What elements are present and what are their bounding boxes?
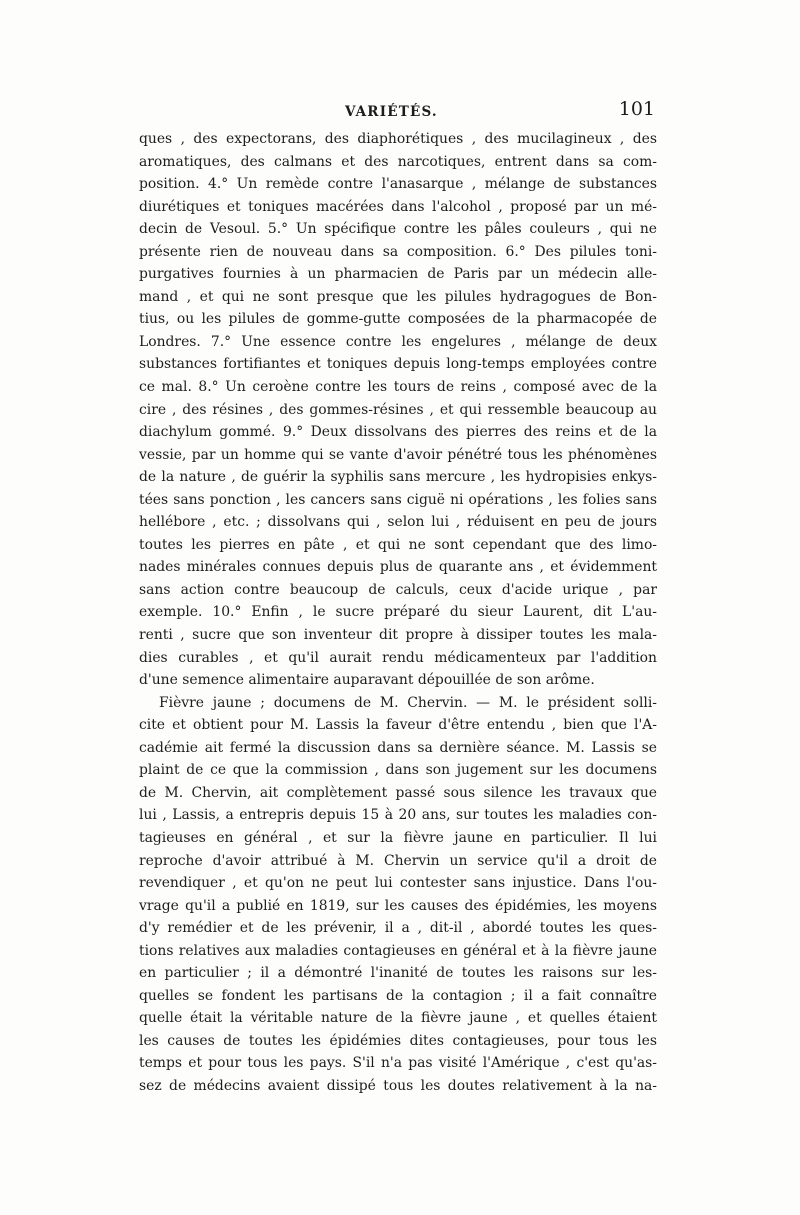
text-line: dies curables , et qu'il aurait rendu médicamenteux par l'addition (139, 649, 657, 666)
text-line: exemple. 10.° Enfin , le sucre préparé du sieur Laurent, dit L'au- (139, 604, 657, 621)
text-line: de la nature , de guérir la syphilis sans mercure , les hydropisies enkys- (139, 469, 657, 486)
body-text (139, 128, 657, 1098)
text-line: de M. Chervin, ait complètement passé sous silence les travaux que (139, 784, 657, 801)
text-line: substances fortifiantes et toniques depuis long-temps employées contre (139, 356, 657, 373)
text-line: d'y remédier et de les prévenir, il a , dit-il , abordé toutes les ques- (139, 920, 657, 937)
text-line: aromatiques, des calmans et des narcotiques, entrent dans sa com- (139, 153, 657, 170)
text-line: ques , des expectorans, des diaphorétiques , des mucilagineux , des (139, 131, 657, 147)
text-line: les causes de toutes les épidémies dites contagieuses, pour tous les (139, 1032, 657, 1049)
text-line: cadémie ait fermé la discussion dans sa dernière séance. M. Lassis se (139, 739, 657, 756)
text-line: Fièvre jaune ; documens de M. Chervin. — M. le président solli- (159, 694, 657, 711)
text-line: quelles se fondent les partisans de la contagion ; il a fait connaître (139, 987, 657, 1004)
text-line: tagieuses en général , et sur la fièvre jaune en particulier. Il lui (139, 829, 657, 846)
text-line: reproche d'avoir attribué à M. Chervin un service qu'il a droit de (139, 852, 657, 869)
text-line: diurétiques et toniques macérées dans l'alcohol , proposé par un mé- (139, 198, 657, 215)
text-line: diachylum gommé. 9.° Deux dissolvans des pierres des reins et de la (139, 424, 657, 441)
text-line: toutes les pierres en pâte , et qui ne sont cependant que des limo- (139, 536, 657, 553)
text-line: sez de médecins avaient dissipé tous les doutes relativement à la na- (139, 1077, 657, 1094)
text-line: temps et pour tous les pays. S'il n'a pas visité l'Amérique , c'est qu'as- (139, 1055, 657, 1072)
text-line: mand , et qui ne sont presque que les pilules hydragogues de Bon- (139, 288, 657, 305)
text-line: nades minérales connues depuis plus de quarante ans , et évidemment (139, 559, 657, 576)
text-line: vrage qu'il a publié en 1819, sur les causes des épidémies, les moyens (139, 897, 657, 914)
page-number: 101 (618, 98, 655, 120)
text-line: purgatives fournies à un pharmacien de Paris par un médecin alle- (139, 266, 657, 283)
text-line: cite et obtient pour M. Lassis la faveur d'être entendu , bien que l'A- (139, 717, 657, 734)
text-line: quelle était la véritable nature de la fièvre jaune , et quelles étaient (139, 1010, 657, 1027)
text-line: ce mal. 8.° Un ceroène contre les tours de reins , composé avec de la (139, 379, 657, 396)
running-head: VARIÉTÉS. (345, 104, 438, 120)
text-line: renti , sucre que son inventeur dit propre à dissiper toutes les mala- (139, 627, 657, 644)
text-line: tions relatives aux maladies contagieuses en général et à la fièvre jaune (139, 942, 657, 959)
text-line: lui , Lassis, a entrepris depuis 15 à 20 ans, sur toutes les maladies con- (139, 807, 657, 824)
text-line: plaint de ce que la commission , dans son jugement sur les documens (139, 762, 657, 779)
text-line: présente rien de nouveau dans sa composition. 6.° Des pilules toni- (139, 243, 657, 260)
text-line: hellébore , etc. ; dissolvans qui , selon lui , réduisent en peu de jours (139, 514, 657, 531)
text-line: vessie, par un homme qui se vante d'avoir pénétré tous les phénomènes (139, 446, 657, 463)
text-line: Londres. 7.° Une essence contre les engelures , mélange de deux (139, 333, 657, 350)
text-line: revendiquer , et qu'on ne peut lui contester sans injustice. Dans l'ou- (139, 875, 657, 892)
text-line: d'une semence alimentaire auparavant dépouillée de son arôme. (139, 672, 595, 689)
text-line: decin de Vesoul. 5.° Un spécifique contre les pâles couleurs , qui ne (139, 221, 657, 238)
text-line: cire , des résines , des gommes-résines , et qui ressemble beaucoup au (139, 401, 657, 418)
text-line: tées sans ponction , les cancers sans ciguë ni opérations , les folies sans (139, 491, 657, 508)
text-line: en particulier ; il a démontré l'inanité de toutes les raisons sur les- (139, 965, 657, 982)
text-line: sans action contre beaucoup de calculs, ceux d'acide urique , par (139, 581, 657, 598)
page-header (139, 98, 659, 126)
text-line: position. 4.° Un remède contre l'anasarque , mélange de substances (139, 176, 657, 193)
text-line: tius, ou les pilules de gomme-gutte composées de la pharmacopée de (139, 311, 657, 328)
